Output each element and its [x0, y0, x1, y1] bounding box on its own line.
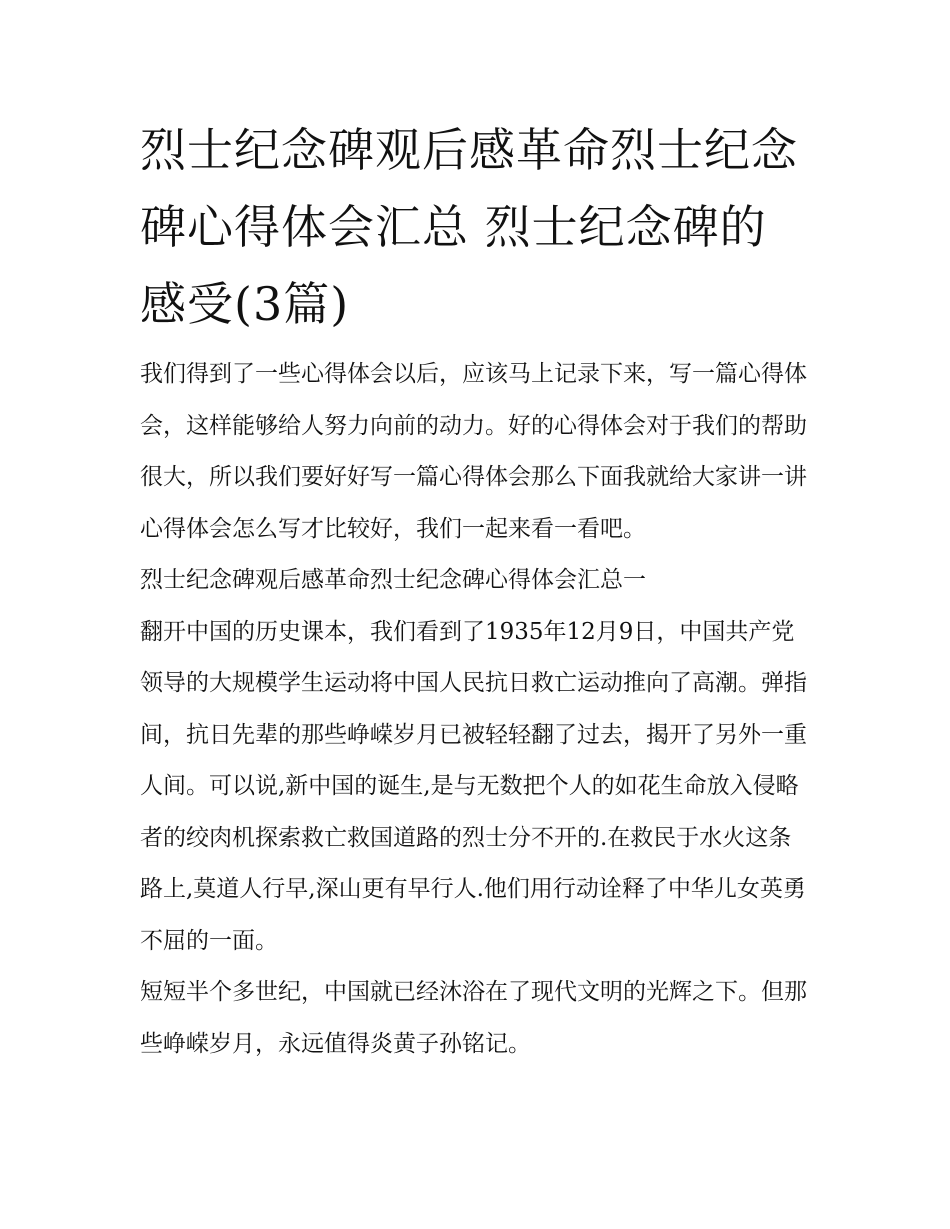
document-page	[140, 112, 812, 1070]
body-paragraph: 翻开中国的历史课本，我们看到了1935年12月9日，中国共产党领导的大规模学生运动将中国人民抗日救亡运动推向了高潮。弹指间，抗日先辈的那些峥嵘岁月已被轻轻翻了过去，揭开了另外一重人间。可以说,新中国的诞生,是与无数把个人的如花生命放入侵略者的绞肉机探索救亡救国道路的烈士分不开的.在救民于水火这条路上,莫道人行早,深山更有早行人.他们用行动诠释了中华儿女英勇不屈的一面。	[140, 618, 807, 954]
document-title: 烈士纪念碑观后感革命烈士纪念碑心得体会汇总 烈士纪念碑的感受(3篇)	[140, 123, 798, 331]
body-paragraph: 短短半个多世纪，中国就已经沐浴在了现代文明的光辉之下。但那些峥嵘岁月，永远值得炎黄子孙铭记。	[140, 979, 807, 1057]
intro-paragraph: 我们得到了一些心得体会以后，应该马上记录下来，写一篇心得体会，这样能够给人努力向前的动力。好的心得体会对于我们的帮助很大，所以我们要好好写一篇心得体会那么下面我就给大家讲一讲心得体会怎么写才比较好，我们一起来看一看吧。	[140, 361, 807, 542]
section-heading: 烈士纪念碑观后感革命烈士纪念碑心得体会汇总一	[140, 567, 646, 593]
